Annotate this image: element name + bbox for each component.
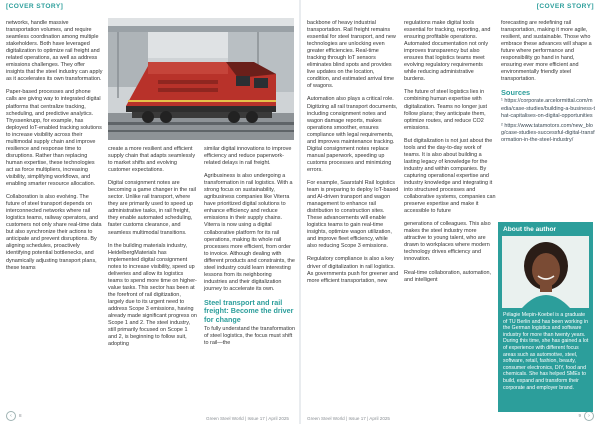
page-number-left: 8 <box>19 413 22 418</box>
author-portrait-illustration <box>502 236 589 308</box>
paragraph: Regulatory compliance is also a key driver of digitalization in rail logistics. As governments push for greener and more efficient transportation, new <box>307 256 399 284</box>
footer-text-left: Green Steel World | Issue 17 | April 2025 <box>206 416 289 421</box>
locomotive-photo <box>108 18 294 140</box>
paragraph: The future of steel logistics lies in combining human expertise with digitalization. Teams no longer just follow plans; they anticipate them, optimize routes, and reduce CO2 emissions. <box>404 89 488 131</box>
text-column-6 <box>501 20 595 147</box>
paragraph: forecasting are redefining rail transportation, making it more agile, resilient, and sustainable. Those who embrace these advances will shape a future where performance and responsibility go hand in hand, ensuring ever more efficient and environmentally friendly steel transportation. <box>501 20 592 83</box>
left-page <box>0 0 299 424</box>
sources-heading: Sources <box>501 88 531 98</box>
footer-text-right: Green Steel World | Issue 17 | April 2025 <box>307 416 390 421</box>
paragraph: regulations make digital tools essential for tracking, reporting, and ensuring profitable operations. Automated documentation not only improves transparency but also ensures that logistics teams meet evolving regulatory requirements while reducing administrative burdens. <box>404 20 491 83</box>
paragraph: similar digital innovations to improve efficiency and reduce paperwork-related delays in rail freight. <box>204 146 292 167</box>
paragraph: Automation also plays a critical role. Digitizing all rail transport documents, including consignment notes and wagon damage reports, makes operations smoother, ensures compliance with legal requirements, and improves maintenance tracking. Digital consignment notes replace manual paperwork, speeding up customs processes and minimizing errors. <box>307 96 398 173</box>
paragraph: Paper-based processes and phone calls are giving way to integrated digital platforms that centralize tracking, scheduling, and predictive analytics. Thyssenkrupp, for example, has deployed IoT-enabled tracking solutions to increase visibility across their multimodal supply chain and improve resilience and response time to disruptions. Rather than replacing human expertise, these technologies act as force multipliers, increasing visibility, simplifying workflows, and enabling smarter resource allocation. <box>6 89 102 188</box>
cover-story-tag: [COVER STORY] <box>6 3 64 10</box>
prev-page-arrow-icon[interactable]: ‹ <box>6 411 16 421</box>
paragraph: To fully understand the transformation of steel logistics, the focus must shift to rail—the <box>204 325 295 346</box>
text-column-4 <box>307 20 399 291</box>
paragraph: backbone of heavy industrial transportation. Rail freight remains essential for steel transport, and new technologies are unlocking even greater efficiencies. Real-time tracking through IoT sensors eliminates blind spots and provides live updates on the location, condition, and estimated arrival time of wagons. <box>307 20 396 90</box>
section-heading: Steel transport and rail freight: Become the driver for change <box>204 297 294 324</box>
paragraph: networks, handle massive transportation volumes, and require seamless coordination among multiple stakeholders. Both have leveraged digitalization to optimize rail freight and related operations, as well as address emissions challenges. They offer insights that the steel industry can apply as it accelerates its own transformation. <box>6 20 103 83</box>
paragraph: create a more resilient and efficient supply chain that adapts seamlessly to market shifts and evolving customer expectations. <box>108 146 196 174</box>
paragraph: Real-time collaboration, automation, and intelligent <box>404 269 492 283</box>
paragraph: For example, Saarstahl Rail logistics team is preparing to deploy IoT-based and AI-driven transport and wagon management to enhance rail distribution to construction sites. These advancements will enable logistics teams to gain real-time insights, optimize wagon utilization, and improve fleet efficiency, while also reducing Scope 3 emissions. <box>307 179 399 250</box>
next-page-arrow-icon[interactable]: › <box>584 411 594 421</box>
paragraph: Collaboration is also evolving. The future of steel transport depends on interconnected networks where rail logistics teams, railway operators, and customers not only share real-time data but also synchronize their actions to anticipate and prevent disruptions. By aligning schedules, proactively identifying potential bottlenecks, and dynamically adjusting transport plans, these teams <box>6 194 102 271</box>
paragraph: In the building materials industry, HeidelbergMaterials has implemented digital consignment notes to increase visibility, speed up deliveries and allow its logistics teams to spend more time on higher-value tasks. This sector has been at the forefront of rail digitization, largely due to its urgent need to address Scope 3 emissions, having already made significant progress on Scope 1 and 2. The steel industry, still primarily focused on Scope 1 and 2, is beginning to follow suit, adopting <box>108 242 197 348</box>
text-column-1 <box>6 20 103 278</box>
about-author-box <box>498 222 593 412</box>
paragraph: Digital consignment notes are becoming a game changer in the rail sector. Unlike rail transport, where they are primarily used to speed up administrative tasks, in rail freight, they enable automated scheduling, faster customs clearance, and seamless multimodal transitions. <box>108 180 196 236</box>
cover-story-tag: [COVER STORY] <box>536 3 594 10</box>
source-link-2[interactable]: ² https://www.tatamotors.com/new_blog/case-studies-successful-digital-transformation-in-the-steel-industry/ <box>501 122 595 143</box>
about-author-title: About the author <box>503 226 557 233</box>
page-number-right: 9 <box>578 413 581 418</box>
author-bio: Pélagie Mepin-Koebel is a graduate of TU Berlin and has been working in the German logistics and software industry for more than twenty years. During this time, she has gained a lot of experience with different focus areas such as automotive, steel, software, retail, fashion, beauty, consumer electronics, DIY, food and chemicals. She has helped SMEs to build, expand and transform their corporate and employer brand. <box>503 312 589 391</box>
source-link-1[interactable]: ¹ https://corporate.arcelormittal.com/media/case-studies/building-a-business-that-capitalises-on-digital-opportunities <box>501 98 595 119</box>
paragraph: Agribusiness is also undergoing a transformation in rail logistics. With a strong focus on sustainability, agribusiness companies like Viterra have prioritized digital solutions to enhance efficiency and reduce emissions in their supply chains. Viterra is now using a digital collaborative platform for its rail operations, making its whole rail processes more efficient, from order to invoice. Although dealing with different products and constraints, the steel industry could learn interesting lessons from its neighboring industries and their digitalization journey to accelerate its own. <box>204 173 295 292</box>
paragraph: generations of colleagues. This also makes the steel industry more attractive to young talent, who are drawn to workplaces where modern technology drives efficiency and innovation. <box>404 221 491 263</box>
locomotive-illustration <box>108 18 294 140</box>
text-column-5 <box>404 20 496 290</box>
text-column-3 <box>204 146 295 353</box>
text-column-2 <box>108 146 198 354</box>
author-portrait <box>502 236 589 308</box>
paragraph: But digitalization is not just about the tools and the day-to-day work of teams. It is also about building a lasting legacy of knowledge for the industry and within companies. By capturing operational expertise and industry knowledge and integrating it into structured processes and collaborative systems, companies can preserve expertise and make it accessible to future <box>404 137 496 215</box>
